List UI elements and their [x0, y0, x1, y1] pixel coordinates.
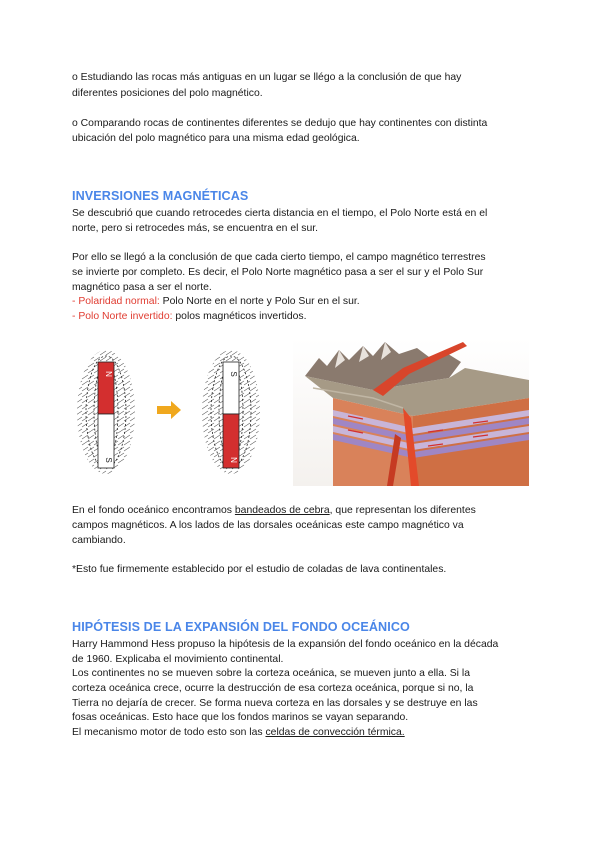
inversiones-para1-line-1: Se descubrió que cuando retrocedes cierta distancia en el tiempo, el Polo Norte está en el	[72, 208, 488, 219]
polo-invertido-text: polos magnéticos invertidos.	[172, 311, 307, 322]
hipotesis-line-7-prefix: El mecanismo motor de todo esto son las	[72, 727, 266, 738]
hipotesis-line-1: Harry Hammond Hess propuso la hipótesis de la expansión del fondo oceánico en la década	[72, 639, 499, 650]
oceanic-line-1-suffix: , que representan los diferentes	[329, 505, 476, 516]
intro-item-1-line-2: diferentes posiciones del polo magnético.	[72, 88, 263, 99]
magnet-left-top-letter: N	[104, 371, 113, 377]
oceanic-line-2: campos magnéticos. A los lados de las dorsales oceánicas este campo magnético va	[72, 520, 464, 531]
celdas-conveccion-link[interactable]: celdas de convección térmica.	[265, 727, 405, 738]
magnet-left-bottom-letter: S	[104, 457, 113, 463]
hipotesis-line-6: fosas oceánicas. Esto hace que los fondos marinos se vayan separando.	[72, 712, 409, 723]
inversiones-para2-line-3: magnético pasa a ser el norte.	[72, 282, 212, 293]
magnet-normal-illustration	[77, 350, 135, 474]
polaridad-normal-label: - Polaridad normal:	[72, 296, 160, 307]
magnet-inverted-illustration	[202, 350, 260, 474]
hipotesis-line-5: Tierra no dejaría de crecer. Se forma nueva corteza en las dorsales y se destruye en las	[72, 698, 478, 709]
ocean-floor-block-diagram	[293, 338, 529, 486]
hipotesis-line-3: Los continentes no se mueven sobre la corteza oceánica, se mueven junto a ella. Si la	[72, 668, 470, 679]
arrow-right-icon	[157, 401, 181, 419]
hipotesis-line-4: corteza oceánica crece, ocurre la destrucción de esa corteza oceánica, porque si no, la	[72, 683, 474, 694]
polaridad-normal-line	[72, 294, 532, 309]
intro-item-2-line-2: ubicación del polo magnético para una misma edad geológica.	[72, 133, 360, 144]
oceanic-line-3: cambiando.	[72, 535, 126, 546]
hipotesis-line-2: de 1960. Explicaba el movimiento continental.	[72, 654, 284, 665]
polaridad-normal-text: Polo Norte en el norte y Polo Sur en el sur.	[159, 296, 360, 307]
oceanic-line-1	[72, 503, 532, 518]
section-heading-hipotesis: HIPÓTESIS DE LA EXPANSIÓN DEL FONDO OCEÁNICO	[72, 620, 410, 634]
intro-item-2-line-1: o Comparando rocas de continentes diferentes se dedujo que hay continentes con distinta	[72, 118, 488, 129]
polo-invertido-label: - Polo Norte invertido:	[72, 311, 173, 322]
bandeados-link[interactable]: bandeados de cebra	[234, 505, 330, 516]
oceanic-note: *Esto fue firmemente establecido por el estudio de coladas de lava continentales.	[72, 564, 447, 575]
inversiones-para1-line-2: norte, pero si retrocedes más, se encuentra en el sur.	[72, 223, 319, 234]
inversiones-para2-line-2: se invierte por completo. Es decir, el Polo Norte magnético pasa a ser el sur y el Polo Sur	[72, 267, 484, 278]
hipotesis-line-7	[72, 725, 532, 740]
magnet-right-bottom-letter: N	[229, 457, 238, 463]
inversiones-para2-line-1: Por ello se llegó a la conclusión de que cada cierto tiempo, el campo magnético terrestres	[72, 252, 486, 263]
polo-invertido-line	[72, 309, 532, 324]
section-heading-inversiones: INVERSIONES MAGNÉTICAS	[72, 189, 249, 203]
intro-item-1-line-1: o Estudiando las rocas más antiguas en un lugar se llégo a la conclusión de que hay	[72, 72, 462, 83]
magnetic-inversion-figure	[73, 338, 529, 486]
magnet-right-top-letter: S	[229, 371, 238, 377]
oceanic-line-1-prefix: En el fondo oceánico encontramos	[72, 505, 235, 516]
